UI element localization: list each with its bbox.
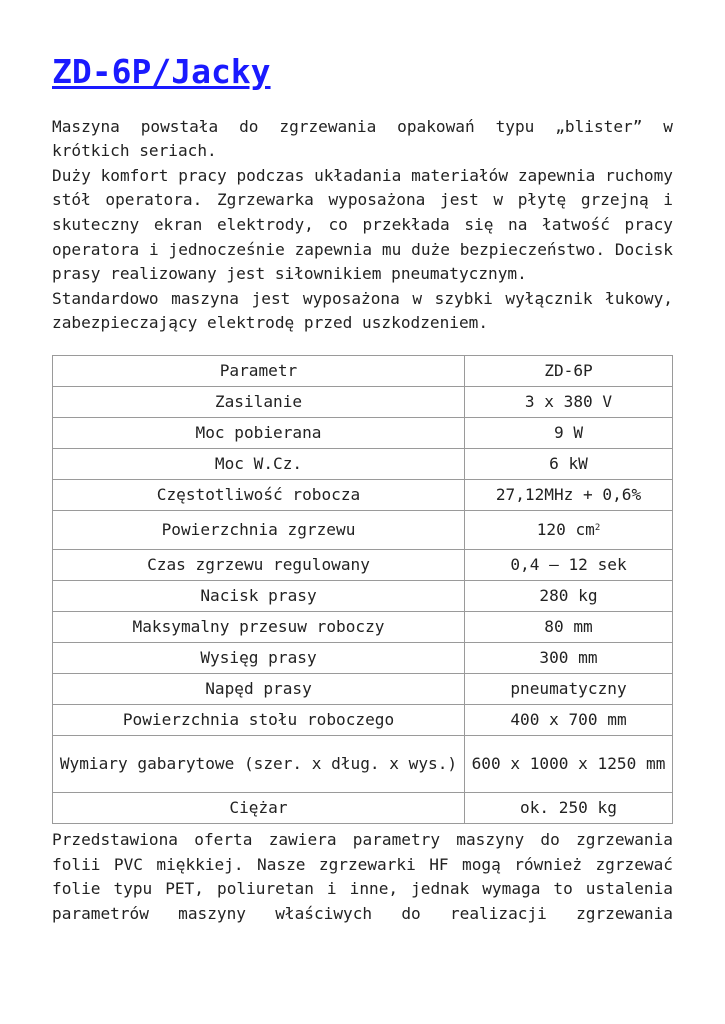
table-cell-param: Powierzchnia stołu roboczego bbox=[53, 704, 465, 735]
table-cell-value: 280 kg bbox=[465, 580, 673, 611]
table-cell-param: Ciężar bbox=[53, 792, 465, 823]
table-cell-value: 9 W bbox=[465, 417, 673, 448]
article bbox=[52, 52, 673, 942]
table-cell-param: Moc pobierana bbox=[53, 417, 465, 448]
outro-paragraph: Przedstawiona oferta zawiera parametry maszyny do zgrzewania folii PVC miękkiej. Nasze zgrzewarki HF mogą również zgrzewać folie typu PET, poliuretan i inne, jednak wymaga to ustalenia parametrów maszyny właściwych do realizacji zgrzewania bbox=[52, 829, 673, 923]
table-cell-param: Zasilanie bbox=[53, 386, 465, 417]
table-row bbox=[53, 704, 673, 735]
intro-text bbox=[52, 115, 673, 336]
table-row bbox=[53, 386, 673, 417]
table-cell-param: Wysięg prasy bbox=[53, 642, 465, 673]
table-cell-param: Czas zgrzewu regulowany bbox=[53, 549, 465, 580]
table-cell-param: Częstotliwość robocza bbox=[53, 479, 465, 510]
table-row bbox=[53, 417, 673, 448]
table-cell-value: 0,4 – 12 sek bbox=[465, 549, 673, 580]
page-title bbox=[52, 52, 673, 92]
table-cell-value: 600 x 1000 x 1250 mm bbox=[465, 735, 673, 792]
table-cell-value: 6 kW bbox=[465, 448, 673, 479]
title-link[interactable]: ZD-6P/Jacky bbox=[52, 52, 271, 91]
parameters-table bbox=[52, 355, 673, 824]
table-cell-value: 300 mm bbox=[465, 642, 673, 673]
table-cell-value: ok. 250 kg bbox=[465, 792, 673, 823]
table-cell-value bbox=[465, 510, 673, 549]
table-cell-param: Parametr bbox=[53, 355, 465, 386]
table-row bbox=[53, 642, 673, 673]
table-row bbox=[53, 549, 673, 580]
table-cell-param: Napęd prasy bbox=[53, 673, 465, 704]
table-cell-value: 400 x 700 mm bbox=[465, 704, 673, 735]
table-row bbox=[53, 673, 673, 704]
table-row bbox=[53, 448, 673, 479]
table-cell-param: Nacisk prasy bbox=[53, 580, 465, 611]
table-cell-param: Moc W.Cz. bbox=[53, 448, 465, 479]
table-cell-param: Powierzchnia zgrzewu bbox=[53, 510, 465, 549]
intro-paragraph-1: Maszyna powstała do zgrzewania opakowań typu „blister” w krótkich seriach. bbox=[52, 116, 673, 161]
value-text: 120 cm bbox=[536, 519, 595, 539]
table-row bbox=[53, 580, 673, 611]
table-row bbox=[53, 735, 673, 792]
table-row bbox=[53, 479, 673, 510]
table-cell-param: Maksymalny przesuw roboczy bbox=[53, 611, 465, 642]
table-cell-param: Wymiary gabarytowe (szer. x dług. x wys.) bbox=[53, 735, 465, 792]
intro-paragraph-2: Duży komfort pracy podczas układania materiałów zapewnia ruchomy stół operatora. Zgrzewarka wyposażona jest w płytę grzejną i skuteczny ekran elektrody, co przekłada się na łatwość pracy operatora i jednocześnie zapewnia mu duże bezpieczeństwo. Docisk prasy realizowany jest siłownikiem pneumatycznym. bbox=[52, 165, 673, 284]
table-cell-value: 27,12MHz + 0,6% bbox=[465, 479, 673, 510]
table-header-row bbox=[53, 355, 673, 386]
table-cell-value: 80 mm bbox=[465, 611, 673, 642]
table-row bbox=[53, 611, 673, 642]
table-cell-value: pneumatyczny bbox=[465, 673, 673, 704]
superscript: 2 bbox=[594, 522, 601, 533]
table-row bbox=[53, 510, 673, 549]
table-row bbox=[53, 792, 673, 823]
table-cell-value: 3 x 380 V bbox=[465, 386, 673, 417]
table-cell-value: ZD-6P bbox=[465, 355, 673, 386]
intro-paragraph-3: Standardowo maszyna jest wyposażona w szybki wyłącznik łukowy, zabezpieczający elektrodę przed uszkodzeniem. bbox=[52, 288, 673, 333]
